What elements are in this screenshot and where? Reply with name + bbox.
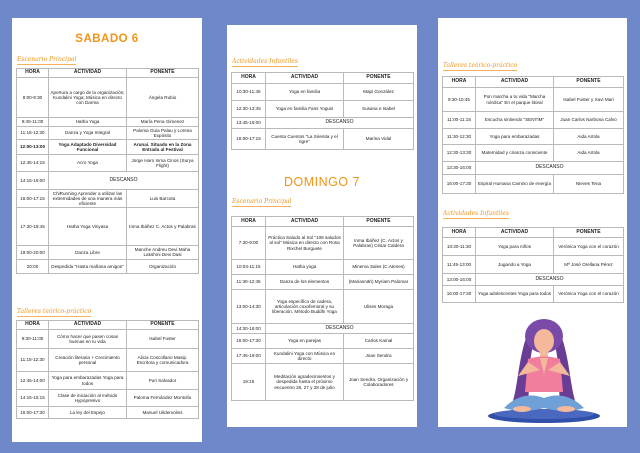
cell-ponente: Mapi González <box>344 84 414 101</box>
table-row <box>443 112 624 129</box>
cell-actividad: Creación literaria + Crecimiento personal <box>49 349 127 372</box>
table-row <box>443 129 624 145</box>
table-row <box>443 88 624 112</box>
cell-ponente: Puri Salvador <box>127 372 199 390</box>
cell-hora: 10:03-11:15 <box>232 260 266 275</box>
table-body <box>17 69 199 274</box>
cell-ponente: Isabel Fuster <box>127 330 199 349</box>
header-hora: HORA <box>232 217 266 227</box>
table-header-row <box>232 73 414 84</box>
cell-hora: 9:45-11:00 <box>17 118 49 127</box>
cell-hora: 11:45-13:00 <box>443 256 476 274</box>
cell-actividad: Danza Libre <box>49 245 127 259</box>
header-hora: HORA <box>443 228 476 238</box>
cell-actividad: Yoga en familia <box>266 84 344 101</box>
cell-hora: 9:30-11:00 <box>17 330 49 349</box>
cell-ponente: Paloma Fernández Montolíu <box>127 390 199 407</box>
table-main-stage-sat <box>12 68 199 274</box>
cell-hora: 12:45-14:00 <box>17 372 49 390</box>
cell-ponente: Alicia Coscollano Masip. Escritora y comunicadora <box>127 349 199 372</box>
table-row <box>17 390 199 407</box>
table-kids-sun <box>227 72 414 150</box>
section-title-text: Escenario Principal <box>17 56 77 63</box>
cell-hora: 10:30-11:30 <box>443 238 476 256</box>
schedule-table <box>442 76 624 194</box>
table-workshops-sun <box>438 76 624 194</box>
cell-hora: 16:00-17:30 <box>443 175 476 194</box>
cell-hora: 19:15 <box>232 364 266 401</box>
table-row <box>17 207 199 245</box>
cell-hora: 9:30-10:45 <box>443 88 476 112</box>
cell-actividad: Escucha sintiendo "SENTIM" <box>476 112 554 129</box>
header-actividad: ACTIVIDAD <box>49 321 127 330</box>
section-title-workshops <box>438 62 517 71</box>
table-header-row <box>17 321 199 330</box>
table-row <box>443 274 624 286</box>
section-title-kids <box>227 58 298 67</box>
table-row <box>17 330 199 349</box>
header-actividad: ACTIVIDAD <box>266 73 344 84</box>
schedule-table <box>231 72 414 150</box>
table-row <box>443 175 624 194</box>
cell-hora: 11:30-12:30 <box>443 129 476 145</box>
section-title-main-stage <box>12 56 76 65</box>
cell-ponente: Jorge Haro Inma Cinos (Surya Flight) <box>127 155 199 172</box>
cell-ponente: Joan Sendra, Organización y Colaboradores <box>344 364 414 401</box>
cell-ponente: Manche Andreu Devi Maha Lakshmi Devi Dasi <box>127 245 199 259</box>
table-header-row <box>17 69 199 78</box>
header-ponente: PONENTE <box>344 217 414 227</box>
header-actividad: ACTIVIDAD <box>49 69 127 78</box>
cell-ponente: Minerva Sales (C.Atenes) <box>344 260 414 275</box>
cell-ponente: Verónica Yoga con el corazón <box>554 238 624 256</box>
cell-descanso: DESCANSO <box>266 324 414 334</box>
cell-actividad: Yoga Adaptado Diversidad Funcional <box>49 140 127 155</box>
cell-actividad: Yoga para embarazadas <box>476 129 554 145</box>
cell-actividad: Yoga específico de cadera, articulación coxofemoral y su liberación. Método Buddhi Yoga <box>266 290 344 324</box>
cell-hora: 10:30-11:45 <box>232 84 266 101</box>
section-title-kids <box>438 210 509 219</box>
cell-hora: 8:00-9:30 <box>17 78 49 118</box>
table-body <box>232 73 414 150</box>
table-row <box>17 349 199 372</box>
table-row <box>443 256 624 274</box>
cell-hora: 16:00-17:15 <box>232 129 266 150</box>
cell-hora: 12:30-13:45 <box>232 101 266 118</box>
cell-actividad: Hatha Yoga <box>49 118 127 127</box>
cell-ponente: Aida Artola <box>554 145 624 162</box>
cell-actividad: Espiral Humana Camino de energía <box>476 175 554 194</box>
cell-hora: 14:30-16:00 <box>232 324 266 334</box>
cell-actividad: Danza y Yoga Integral <box>49 127 127 140</box>
table-row <box>232 290 414 324</box>
cell-hora: 14:15-16:00 <box>17 172 49 190</box>
table-row <box>232 324 414 334</box>
table-row <box>232 260 414 275</box>
cell-actividad: Hatha Yoga Vinyasa <box>49 207 127 245</box>
cell-hora: 16:00-17:15 <box>17 190 49 208</box>
cell-ponente: Inma Ibáñez (C. Actos y Palabras) César Caldera <box>344 227 414 260</box>
cell-actividad: Clase de iniciación al método Hypopresivo <box>49 390 127 407</box>
cell-hora: 16:00-17:30 <box>17 407 49 419</box>
cell-descanso: DESCANSO <box>476 162 624 175</box>
table-row <box>17 140 199 155</box>
cell-actividad: Yoga para embarazadas Yoga para todos <box>49 372 127 390</box>
table-row <box>232 227 414 260</box>
cell-ponente: Isabel Fuster y Xavi Mari <box>554 88 624 112</box>
cell-hora: 16:00-17:30 <box>232 334 266 349</box>
cell-hora: 13:30-16:00 <box>443 162 476 175</box>
table-main-stage-sun <box>227 216 414 401</box>
header-hora: HORA <box>17 321 49 330</box>
cell-hora: 13:00-14:30 <box>232 290 266 324</box>
cell-actividad: Yoga para niños <box>476 238 554 256</box>
cell-hora: 11:30-12:45 <box>232 275 266 290</box>
table-row <box>17 245 199 259</box>
cell-descanso: DESCANSO <box>266 118 414 129</box>
cell-ponente: Ulises Moraga <box>344 290 414 324</box>
section-title-text: Escenario Principal <box>232 198 292 205</box>
cell-actividad: Cuenta Cuentos "La Sirenita y el tigre" <box>266 129 344 150</box>
table-row <box>443 286 624 303</box>
table-row <box>17 118 199 127</box>
header-hora: HORA <box>232 73 266 84</box>
table-body <box>17 321 199 419</box>
cell-ponente: Ángela Rubio <box>127 78 199 118</box>
cell-actividad: Apertura a cargo de la organización; Kundalini Yoga; Música en directo con Darma <box>49 78 127 118</box>
cell-actividad: La ley del Espejo <box>49 407 127 419</box>
cell-actividad: Meditación agradecimientos y despedida hasta el próximo encuentro 26, 27 y 28 de julio <box>266 364 344 401</box>
cell-ponente: Organización <box>127 259 199 273</box>
header-actividad: ACTIVIDAD <box>476 77 554 88</box>
header-ponente: PONENTE <box>344 73 414 84</box>
cell-hora: 11:15-12:30 <box>17 127 49 140</box>
table-row <box>17 407 199 419</box>
cell-ponente: Mª José Orellana Pérez <box>554 256 624 274</box>
cell-hora: 13:45-16:00 <box>232 118 266 129</box>
panel-sunday <box>227 25 417 427</box>
cell-actividad: Jugando a Yoga <box>476 256 554 274</box>
header-actividad: ACTIVIDAD <box>476 228 554 238</box>
header-hora: HORA <box>17 69 49 78</box>
cell-actividad: Práctica Saludo al Sol "108 saludos al sol" Música en directo con Rosa Rixchel Burguete <box>266 227 344 260</box>
cell-actividad: ChiRunning Aprender a utilizar las extremidades de una manera más eficiente <box>49 190 127 208</box>
cell-actividad: Maternidad y crianza consciente <box>476 145 554 162</box>
table-row <box>232 275 414 290</box>
table-row <box>232 129 414 150</box>
cell-hora: 12:30-13:30 <box>443 145 476 162</box>
cell-ponente: Carlos Kamal <box>344 334 414 349</box>
cell-ponente: Manuel Uildemolins <box>127 407 199 419</box>
cell-actividad: Despedida "Hasta mañana amigos" <box>49 259 127 273</box>
header-ponente: PONENTE <box>554 77 624 88</box>
cell-actividad: Yoga en parejas <box>266 334 344 349</box>
section-title-text: Actividades Infantiles <box>232 58 298 65</box>
cell-actividad: Pon marcha a tu vida "Marcha nórdica" En el parque litoral <box>476 88 554 112</box>
section-title-text: Actividades Infantiles <box>443 210 509 217</box>
table-row <box>443 238 624 256</box>
day-title-sunday: DOMINGO 7 <box>283 175 361 189</box>
table-row <box>443 162 624 175</box>
cell-hora: 12:00-13:00 <box>17 140 49 155</box>
table-row <box>17 190 199 208</box>
schedule-table <box>442 227 624 303</box>
table-row <box>232 334 414 349</box>
cell-hora: 11:15-12:30 <box>17 349 49 372</box>
table-row <box>232 118 414 129</box>
table-body <box>232 217 414 401</box>
cell-hora: 13:00-16:00 <box>443 274 476 286</box>
table-row <box>17 372 199 390</box>
section-title-workshops <box>12 308 91 317</box>
table-row <box>17 78 199 118</box>
header-hora: HORA <box>443 77 476 88</box>
table-body <box>443 228 624 303</box>
table-body <box>443 77 624 194</box>
header-ponente: PONENTE <box>127 321 199 330</box>
cell-hora: 17:45-19:00 <box>232 349 266 364</box>
header-ponente: PONENTE <box>127 69 199 78</box>
table-row <box>232 364 414 401</box>
cell-descanso: DESCANSO <box>476 274 624 286</box>
cell-ponente: Arunai. Situado en la Zona Entrada al Festival <box>127 140 199 155</box>
yoga-woman-icon <box>482 312 602 424</box>
table-header-row <box>443 228 624 238</box>
table-row <box>232 101 414 118</box>
cell-descanso: DESCANSO <box>49 172 199 190</box>
table-row <box>443 145 624 162</box>
header-ponente: PONENTE <box>554 228 624 238</box>
cell-hora: 12:45-14:15 <box>17 155 49 172</box>
cell-ponente: Susana e Isabel <box>344 101 414 118</box>
day-title-saturday: SABADO 6 <box>75 33 139 45</box>
schedule-table <box>16 68 199 274</box>
cell-actividad: Kundalini Yoga con Música en directo <box>266 349 344 364</box>
cell-hora: 16:00-17:30 <box>443 286 476 303</box>
cell-actividad: Yoga en familia Fami Yoguis <box>266 101 344 118</box>
schedule-table <box>231 216 414 401</box>
cell-ponente: Aida Artola <box>554 129 624 145</box>
cell-actividad: Danza de los elementos <box>266 275 344 290</box>
cell-ponente: Luis Barcota <box>127 190 199 208</box>
cell-actividad: Yoga adolescentes Yoga para todos <box>476 286 554 303</box>
section-title-text: Talleres teórico-práctico <box>17 308 92 315</box>
table-header-row <box>443 77 624 88</box>
cell-ponente: María Pena Gimenez <box>127 118 199 127</box>
schedule-table <box>16 320 199 419</box>
section-title-main-stage <box>227 198 291 207</box>
table-row <box>232 349 414 364</box>
table-row <box>17 127 199 140</box>
table-row <box>17 172 199 190</box>
table-header-row <box>232 217 414 227</box>
cell-ponente: Juan Carlos Narbona Calvo <box>554 112 624 129</box>
cell-ponente: Nieves Tena <box>554 175 624 194</box>
cell-actividad: Hatha yoga <box>266 260 344 275</box>
table-kids-sun2 <box>438 227 624 303</box>
table-row <box>17 259 199 273</box>
cell-hora: 11:00-11:15 <box>443 112 476 129</box>
cell-hora: 20:00 <box>17 259 49 273</box>
section-title-text: Talleres teórico-práctico <box>443 62 518 69</box>
cell-ponente: Joan Sendra <box>344 349 414 364</box>
table-row <box>17 155 199 172</box>
cell-ponente: (Mariannāh) Myriam Palomar <box>344 275 414 290</box>
cell-hora: 7:30-9:00 <box>232 227 266 260</box>
cell-ponente: Paloma Guia Palau y Lorena Expósito <box>127 127 199 140</box>
table-workshops-sat <box>12 320 199 419</box>
cell-hora: 14:15-15:15 <box>17 390 49 407</box>
cell-actividad: Cómo hacer que pasen cosas buenas en tu vida <box>49 330 127 349</box>
cell-ponente: Verónica Yoga con el corazón <box>554 286 624 303</box>
header-actividad: ACTIVIDAD <box>266 217 344 227</box>
cell-hora: 17:30-18:45 <box>17 207 49 245</box>
cell-ponente: Marina Vidal <box>344 129 414 150</box>
cell-actividad: Acro Yoga <box>49 155 127 172</box>
cell-ponente: Inma Ibáñez C. Actos y Palabras <box>127 207 199 245</box>
panel-saturday <box>12 18 202 442</box>
cell-hora: 19:00-20:00 <box>17 245 49 259</box>
panel-sunday-workshops <box>438 18 627 427</box>
table-row <box>232 84 414 101</box>
